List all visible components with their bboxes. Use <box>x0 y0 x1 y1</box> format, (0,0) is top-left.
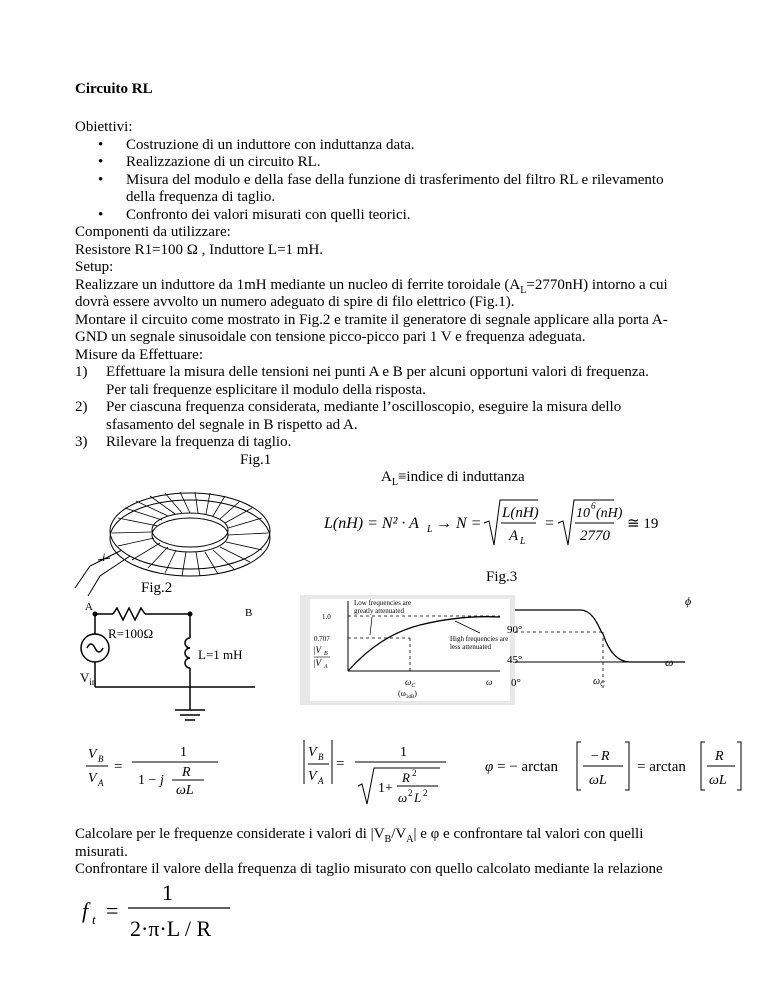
magnitude-plot <box>300 595 515 705</box>
annot-high-1: High frequencies are <box>450 635 509 643</box>
svg-text:2: 2 <box>423 788 428 798</box>
svg-text:1: 1 <box>400 745 407 760</box>
phase-formula <box>483 736 748 796</box>
componenti-heading: Componenti da utilizzare: <box>75 224 231 240</box>
svg-text:A: A <box>509 528 519 544</box>
svg-text:V: V <box>308 745 317 760</box>
x-label: ω <box>486 677 493 687</box>
svg-text:L: L <box>520 536 526 547</box>
svg-text:=: = <box>336 756 345 772</box>
svg-text:= − arctan: = − arctan <box>497 759 559 775</box>
svg-text:A: A <box>318 776 324 786</box>
svg-text:10: 10 <box>576 506 590 521</box>
svg-text:V: V <box>308 769 317 784</box>
svg-text:1: 1 <box>162 880 173 905</box>
svg-text:L(nH) = N² · A: L(nH) = N² · A <box>324 515 419 532</box>
svg-text:t: t <box>92 912 96 927</box>
setup-line: Montare il circuito come mostrato in Fig.2 e tramite il generatore di segnale applicare alla porta A- <box>75 312 668 328</box>
calc-line-2: misurati. <box>75 844 128 860</box>
svg-text:|V: |V <box>313 645 321 655</box>
svg-text:R: R <box>182 765 191 780</box>
rl-circuit <box>75 602 285 742</box>
svg-text:j: j <box>160 773 164 788</box>
svg-text:ωL: ωL <box>709 773 727 788</box>
obiettivi-heading: Obiettivi: <box>75 119 133 135</box>
phase-x-wc: $\omega_C$ <box>593 676 605 688</box>
node-a: A <box>85 602 93 613</box>
svg-text:B: B <box>98 754 104 764</box>
inductor-label: L=1 mH <box>198 647 243 662</box>
ytick-0707: 0.707 <box>314 635 330 643</box>
calc-line-1: Calcolare per le frequenze considerate i valori di $|V_B/V_A|$ e φ e confrontare tal valori con quelli <box>75 826 644 845</box>
phase-ytick-90: 90° <box>507 624 523 636</box>
calc-line-3: Confrontare il valore della frequenza di taglio misurato con quello calcolato mediante la relazione <box>75 861 663 877</box>
svg-text:2·π·L / R: 2·π·L / R <box>130 916 212 941</box>
svg-text:ωL: ωL <box>589 773 607 788</box>
x-w3db: $(\omega_{3dB})$ <box>398 689 417 700</box>
svg-text:B: B <box>318 752 324 762</box>
svg-text:R: R <box>715 749 724 764</box>
n-formula-svg <box>324 495 624 555</box>
svg-text:φ: φ <box>485 759 494 775</box>
svg-text:1: 1 <box>180 745 187 760</box>
phase-x-label: ω <box>665 655 674 669</box>
ytick-1: 1.0 <box>322 613 331 621</box>
svg-text:−: − <box>591 749 599 764</box>
misure-heading: Misure da Effettuare: <box>75 347 204 363</box>
annot-low-1: Low frequencies are <box>354 599 412 607</box>
node-b: B <box>245 607 253 619</box>
n-result: ≅ 19 <box>627 516 659 532</box>
svg-text:L: L <box>427 524 433 535</box>
phase-plot <box>505 590 695 695</box>
toroid-illustration <box>70 488 280 603</box>
annot-low-2: greatly attenuated <box>354 607 404 615</box>
fig3-label: Fig.3 <box>486 569 518 585</box>
fig2-label: Fig.2 <box>141 580 173 596</box>
svg-text:L(nH): L(nH) <box>502 505 539 521</box>
phase-ytick-0: 0° <box>511 677 521 689</box>
svg-text:A: A <box>324 664 328 670</box>
x-wc: $\omega_C$ <box>405 677 416 689</box>
svg-text:(nH): (nH) <box>596 506 623 521</box>
phase-y-label: ϕ <box>685 594 692 608</box>
svg-text:1+: 1+ <box>378 781 393 796</box>
svg-text:B: B <box>324 651 328 657</box>
svg-text:=: = <box>114 759 123 775</box>
svg-text:2: 2 <box>412 768 417 778</box>
svg-text:V: V <box>88 747 97 762</box>
svg-text:|V: |V <box>313 658 321 668</box>
obiettivo-item-continued: della frequenza di taglio. <box>126 189 276 205</box>
svg-text:2770: 2770 <box>580 528 610 544</box>
svg-text:1 −: 1 − <box>138 773 157 788</box>
svg-text:N =: N = <box>456 515 482 532</box>
annot-high-2: less attenuated <box>450 643 492 651</box>
svg-text:ωL: ωL <box>176 783 194 796</box>
svg-text:=: = <box>106 898 119 923</box>
cutoff-frequency-formula <box>80 876 280 946</box>
svg-text:f: f <box>82 898 89 923</box>
fig1-label: Fig.1 <box>240 452 272 468</box>
magnitude-formula <box>300 736 450 806</box>
resistor-label: R=100Ω <box>108 626 154 641</box>
current-label: i <box>102 550 106 564</box>
page-title: Circuito RL <box>75 81 153 97</box>
phase-ytick-45: 45° <box>507 654 523 666</box>
n-formula <box>324 495 624 555</box>
setup-line: Realizzare un induttore da 1mH mediante un nucleo di ferrite toroidale $(A_L=2770nH)$ intorno a cui <box>75 277 668 296</box>
svg-text:V: V <box>88 771 97 786</box>
svg-text:A: A <box>98 778 104 788</box>
svg-text:R: R <box>601 749 610 764</box>
componenti-text: Resistore R1=100 Ω , Induttore L=1 mH. <box>75 242 324 258</box>
setup-line: GND un segnale sinusoidale con tensione picco-picco pari 1 V e frequenza adeguata. <box>75 329 586 345</box>
al-definition: $A_L\equiv indice$ di induttanza <box>381 469 525 488</box>
setup-heading: Setup: <box>75 259 114 275</box>
svg-text:6: 6 <box>591 501 596 511</box>
svg-text:→: → <box>436 515 452 532</box>
vin-label: $V_{in}$ <box>80 670 97 687</box>
svg-text:L: L <box>414 790 422 805</box>
svg-text:= arctan: = arctan <box>637 759 686 775</box>
transfer-function-formula <box>80 736 230 796</box>
svg-text:=: = <box>544 515 555 532</box>
svg-text:ω: ω <box>398 790 408 805</box>
setup-line: dovrà essere avvolto un numero adeguato di spire di filo elettrico (Fig.1). <box>75 294 515 310</box>
svg-text:2: 2 <box>408 788 413 798</box>
svg-text:R: R <box>402 770 410 785</box>
